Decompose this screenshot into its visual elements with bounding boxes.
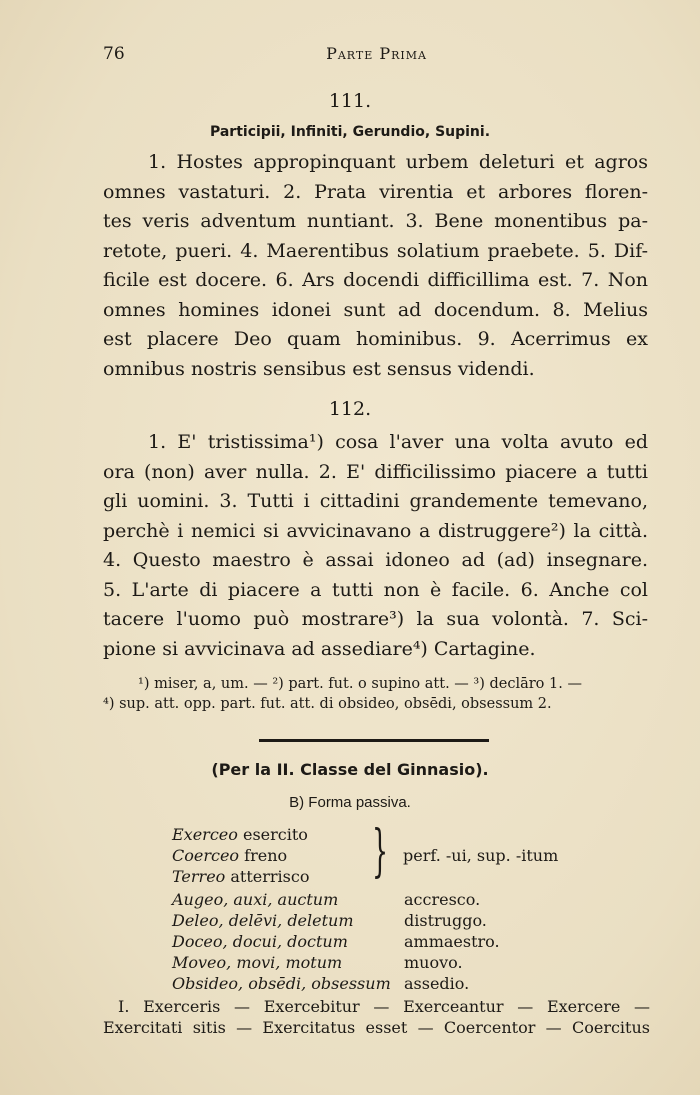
voice-title: B) Forma passiva. bbox=[289, 794, 411, 811]
verb-meaning: accresco. bbox=[404, 890, 481, 909]
verb-meaning: muovo. bbox=[404, 953, 463, 972]
verb-latin: Obsideo, obsēdi, obsessum bbox=[172, 974, 391, 993]
text-line: pione si avvicinava ad assediare⁴) Cartagine. bbox=[103, 637, 536, 660]
text-line: tes veris adventum nuntiant. 3. Bene monentibus pa- bbox=[103, 210, 648, 232]
section-divider bbox=[259, 739, 489, 742]
text-line: ora (non) aver nulla. 2. E' difficilissimo piacere a tutti bbox=[103, 460, 648, 483]
verb-row bbox=[172, 866, 632, 887]
text-line: 4. Questo maestro è assai idoneo ad (ad) insegnare. bbox=[103, 549, 648, 571]
verb-meaning: assedio. bbox=[404, 974, 470, 993]
exercise-112-text bbox=[103, 428, 648, 664]
verb-latin: Doceo, docui, doctum bbox=[172, 932, 348, 951]
text-line: omnes vastaturi. 2. Prata virentia et arbores floren- bbox=[103, 180, 648, 203]
verb-latin: Exerceo esercito bbox=[172, 825, 308, 844]
verb-row bbox=[172, 889, 632, 910]
exercise-111-text bbox=[103, 148, 648, 384]
curly-brace-icon: } bbox=[372, 819, 389, 884]
section-subtitle: Participii, Infiniti, Gerundio, Supini. bbox=[209, 124, 491, 140]
text-line: I. Exerceris — Exercebitur — Exerceantur — Exercere — bbox=[118, 997, 650, 1016]
group-note: perf. -ui, sup. -itum bbox=[403, 846, 559, 865]
verb-group-2 bbox=[172, 889, 632, 994]
verb-row bbox=[172, 824, 632, 845]
text-line: 5. L'arte di piacere a tutti non è facile. 6. Anche col bbox=[103, 578, 648, 601]
text-line: est placere Deo quam hominibus. 9. Acerrimus ex bbox=[103, 328, 648, 350]
section-number-112: 112. bbox=[328, 398, 372, 420]
footnote-line: ¹) miser, a, um. — ²) part. fut. o supino att. — ³) declāro 1. — bbox=[138, 676, 582, 692]
footnotes bbox=[103, 674, 648, 714]
text-line: gli uomini. 3. Tutti i cittadini grandemente temevano, bbox=[103, 490, 648, 512]
verb-row bbox=[172, 845, 632, 866]
verb-latin: Terreo atterrisco bbox=[172, 867, 310, 886]
verb-latin: Deleo, delēvi, deletum bbox=[172, 911, 354, 930]
section-number-111: 111. bbox=[328, 90, 372, 112]
verb-latin: Moveo, movi, motum bbox=[172, 953, 343, 972]
running-title: Parte Prima bbox=[326, 44, 427, 63]
verb-meaning: distruggo. bbox=[404, 911, 487, 930]
verb-latin: Coerceo freno bbox=[172, 846, 288, 865]
verb-latin: Augeo, auxi, auctum bbox=[172, 890, 339, 909]
text-line: tacere l'uomo può mostrare³) la sua volontà. 7. Sci- bbox=[103, 608, 648, 630]
verb-group-1 bbox=[172, 819, 632, 887]
footnote-line: ⁴) sup. att. opp. part. fut. att. di obsideo, obsēdi, obsessum 2. bbox=[103, 696, 552, 712]
text-line: perchè i nemici si avvicinavano a distruggere²) la città. bbox=[103, 519, 648, 542]
text-line: Exercitati sitis — Exercitatus esset — Coercentor — Coercitus bbox=[103, 1018, 650, 1037]
verb-row bbox=[172, 973, 632, 994]
text-line: retote, pueri. 4. Maerentibus solatium praebete. 5. Dif- bbox=[103, 239, 648, 262]
verb-row bbox=[172, 910, 632, 931]
text-line: omnibus nostris sensibus est sensus videndi. bbox=[103, 357, 535, 380]
text-line: 1. Hostes appropinquant urbem deleturi et agros bbox=[148, 151, 648, 173]
verb-row bbox=[172, 931, 632, 952]
text-line: omnes homines idonei sunt ad docendum. 8. Melius bbox=[103, 298, 648, 321]
passive-exercise bbox=[103, 996, 650, 1038]
text-line: ficile est docere. 6. Ars docendi difficillima est. 7. Non bbox=[103, 269, 648, 291]
text-line: 1. E' tristissima¹) cosa l'aver una volta avuto ed bbox=[148, 431, 648, 453]
page-number: 76 bbox=[103, 44, 125, 64]
class-title: (Per la II. Classe del Ginnasio). bbox=[211, 760, 489, 779]
page-header bbox=[103, 44, 650, 66]
verb-meaning: ammaestro. bbox=[404, 932, 500, 951]
verb-row bbox=[172, 952, 632, 973]
